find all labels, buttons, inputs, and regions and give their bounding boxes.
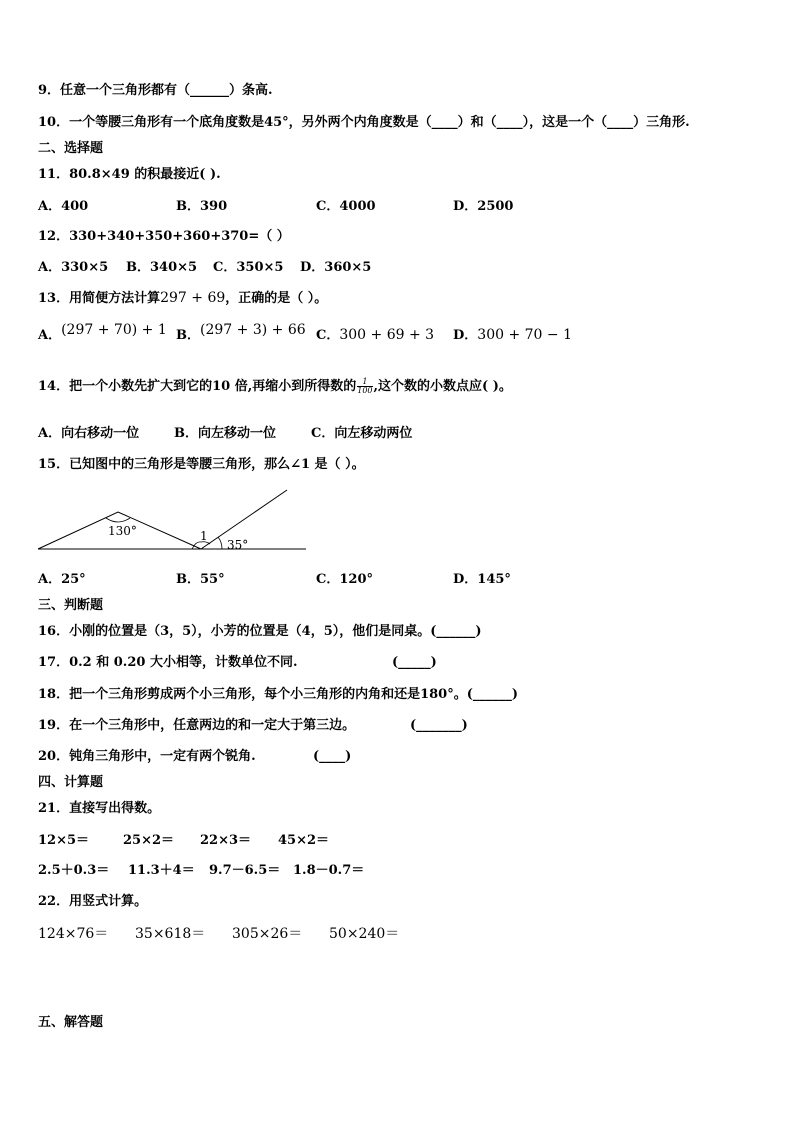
label-35: 35° — [227, 538, 249, 552]
q22-item-3: 305×26＝ — [232, 926, 303, 942]
question-16: 16．小刚的位置是（3，5），小芳的位置是（4，5），他们是同桌。(______) — [38, 624, 482, 639]
q21-item-2: 25×2＝ — [123, 833, 175, 848]
question-11: 11．80.8×49 的积最接近( ). — [38, 167, 221, 182]
question-14 — [38, 378, 512, 396]
q12-option-a: A．330×5 — [38, 260, 109, 275]
section-heading-choice: 二、选择题 — [38, 141, 104, 156]
q22-item-4: 50×240＝ — [329, 926, 400, 942]
question-19: 19．在一个三角形中，任意两边的和一定大于第三边。 — [38, 718, 356, 733]
question-21: 21．直接写出得数。 — [38, 801, 161, 816]
question-10: 10．一个等腰三角形有一个底角度数是45°，另外两个内角度数是（____）和（____），这是一个（____）三角形. — [38, 115, 690, 130]
q22-item-2: 35×618＝ — [135, 926, 206, 942]
q11-option-a: A．400 — [38, 199, 89, 214]
q22-item-1: 124×76＝ — [38, 926, 109, 942]
question-22: 22．用竖式计算。 — [38, 894, 148, 909]
q13-option-c-letter: C． — [316, 328, 340, 343]
question-17: 17．0.2 和 0.20 大小相等，计数单位不同. — [38, 655, 298, 670]
q13-option-d — [453, 326, 572, 345]
question-13 — [38, 289, 327, 308]
triangle-figure — [34, 488, 314, 554]
right-angle-arc — [218, 537, 222, 549]
q13-option-a-expr: (297 + 70) + 1 — [61, 322, 167, 338]
q14-option-a: A．向右移动一位 — [38, 426, 140, 441]
label-130: 130° — [108, 524, 137, 538]
q21-item-7: 9.7－6.5＝ — [209, 863, 281, 878]
q13-option-a — [38, 322, 167, 345]
q14-fraction-denominator: 100 — [357, 386, 373, 395]
q13-suffix: ，正确的是（ ）。 — [225, 291, 328, 306]
q12-option-c: C．350×5 — [213, 260, 284, 275]
q19-answer-blank: (_______) — [410, 718, 468, 733]
q21-item-3: 22×3＝ — [200, 833, 252, 848]
question-18: 18．把一个三角形剪成两个小三角形，每个小三角形的内角和还是180°。(______) — [38, 687, 519, 702]
q15-option-b: B．55° — [176, 572, 225, 587]
q15-option-c: C．120° — [316, 572, 373, 587]
q14-fraction-numerator: 1 — [357, 378, 372, 387]
q12-option-d: D．360×5 — [300, 260, 372, 275]
q20-answer-blank: (____) — [313, 749, 352, 764]
section-heading-judgement: 三、判断题 — [38, 598, 104, 613]
section-heading-solve: 五、解答题 — [38, 1015, 104, 1030]
q15-option-a: A．25° — [38, 572, 86, 587]
q13-option-b-letter: B． — [176, 328, 200, 343]
q15-option-d: D．145° — [453, 572, 511, 587]
q21-item-6: 11.3＋4＝ — [128, 863, 195, 878]
q13-option-c — [316, 326, 434, 345]
top-angle-arc — [106, 518, 130, 522]
q11-option-d: D．2500 — [453, 199, 514, 214]
q21-item-5: 2.5＋0.3＝ — [38, 863, 110, 878]
section-heading-calculation: 四、计算题 — [38, 775, 104, 790]
question-20: 20．钝角三角形中，一定有两个锐角. — [38, 749, 256, 764]
q14-fraction — [357, 378, 372, 395]
q14-suffix: ,这个数的小数点应( )。 — [373, 379, 512, 394]
q13-expression: 297 + 69 — [160, 290, 226, 306]
q13-option-a-letter: A． — [38, 328, 62, 343]
q12-option-b: B．340×5 — [126, 260, 198, 275]
q21-item-1: 12×5＝ — [38, 833, 90, 848]
q14-option-b: B．向左移动一位 — [174, 426, 276, 441]
q21-item-4: 45×2＝ — [278, 833, 330, 848]
q13-option-b-expr: (297 + 3) + 66 — [200, 322, 306, 338]
question-9: 9．任意一个三角形都有（______）条高. — [38, 83, 273, 98]
label-angle-1: 1 — [200, 529, 208, 543]
question-12: 12．330+340+350+360+370=（ ） — [38, 229, 290, 244]
question-15: 15．已知图中的三角形是等腰三角形，那么∠1 是（ ）。 — [38, 457, 365, 472]
q21-item-8: 1.8－0.7＝ — [293, 863, 365, 878]
q13-option-c-expr: 300 + 69 + 3 — [339, 327, 435, 343]
q13-option-d-expr: 300 + 70 − 1 — [477, 327, 572, 343]
q14-option-c: C．向左移动两位 — [311, 426, 413, 441]
q13-prefix: 13．用简便方法计算 — [38, 291, 161, 306]
q13-option-b — [176, 322, 306, 345]
q17-answer-blank: (_____) — [392, 655, 437, 670]
q11-option-b: B．390 — [176, 199, 228, 214]
q13-option-d-letter: D． — [453, 328, 478, 343]
q14-prefix: 14．把一个小数先扩大到它的10 倍,再缩小到所得数的 — [38, 379, 357, 394]
q11-option-c: C．4000 — [316, 199, 376, 214]
